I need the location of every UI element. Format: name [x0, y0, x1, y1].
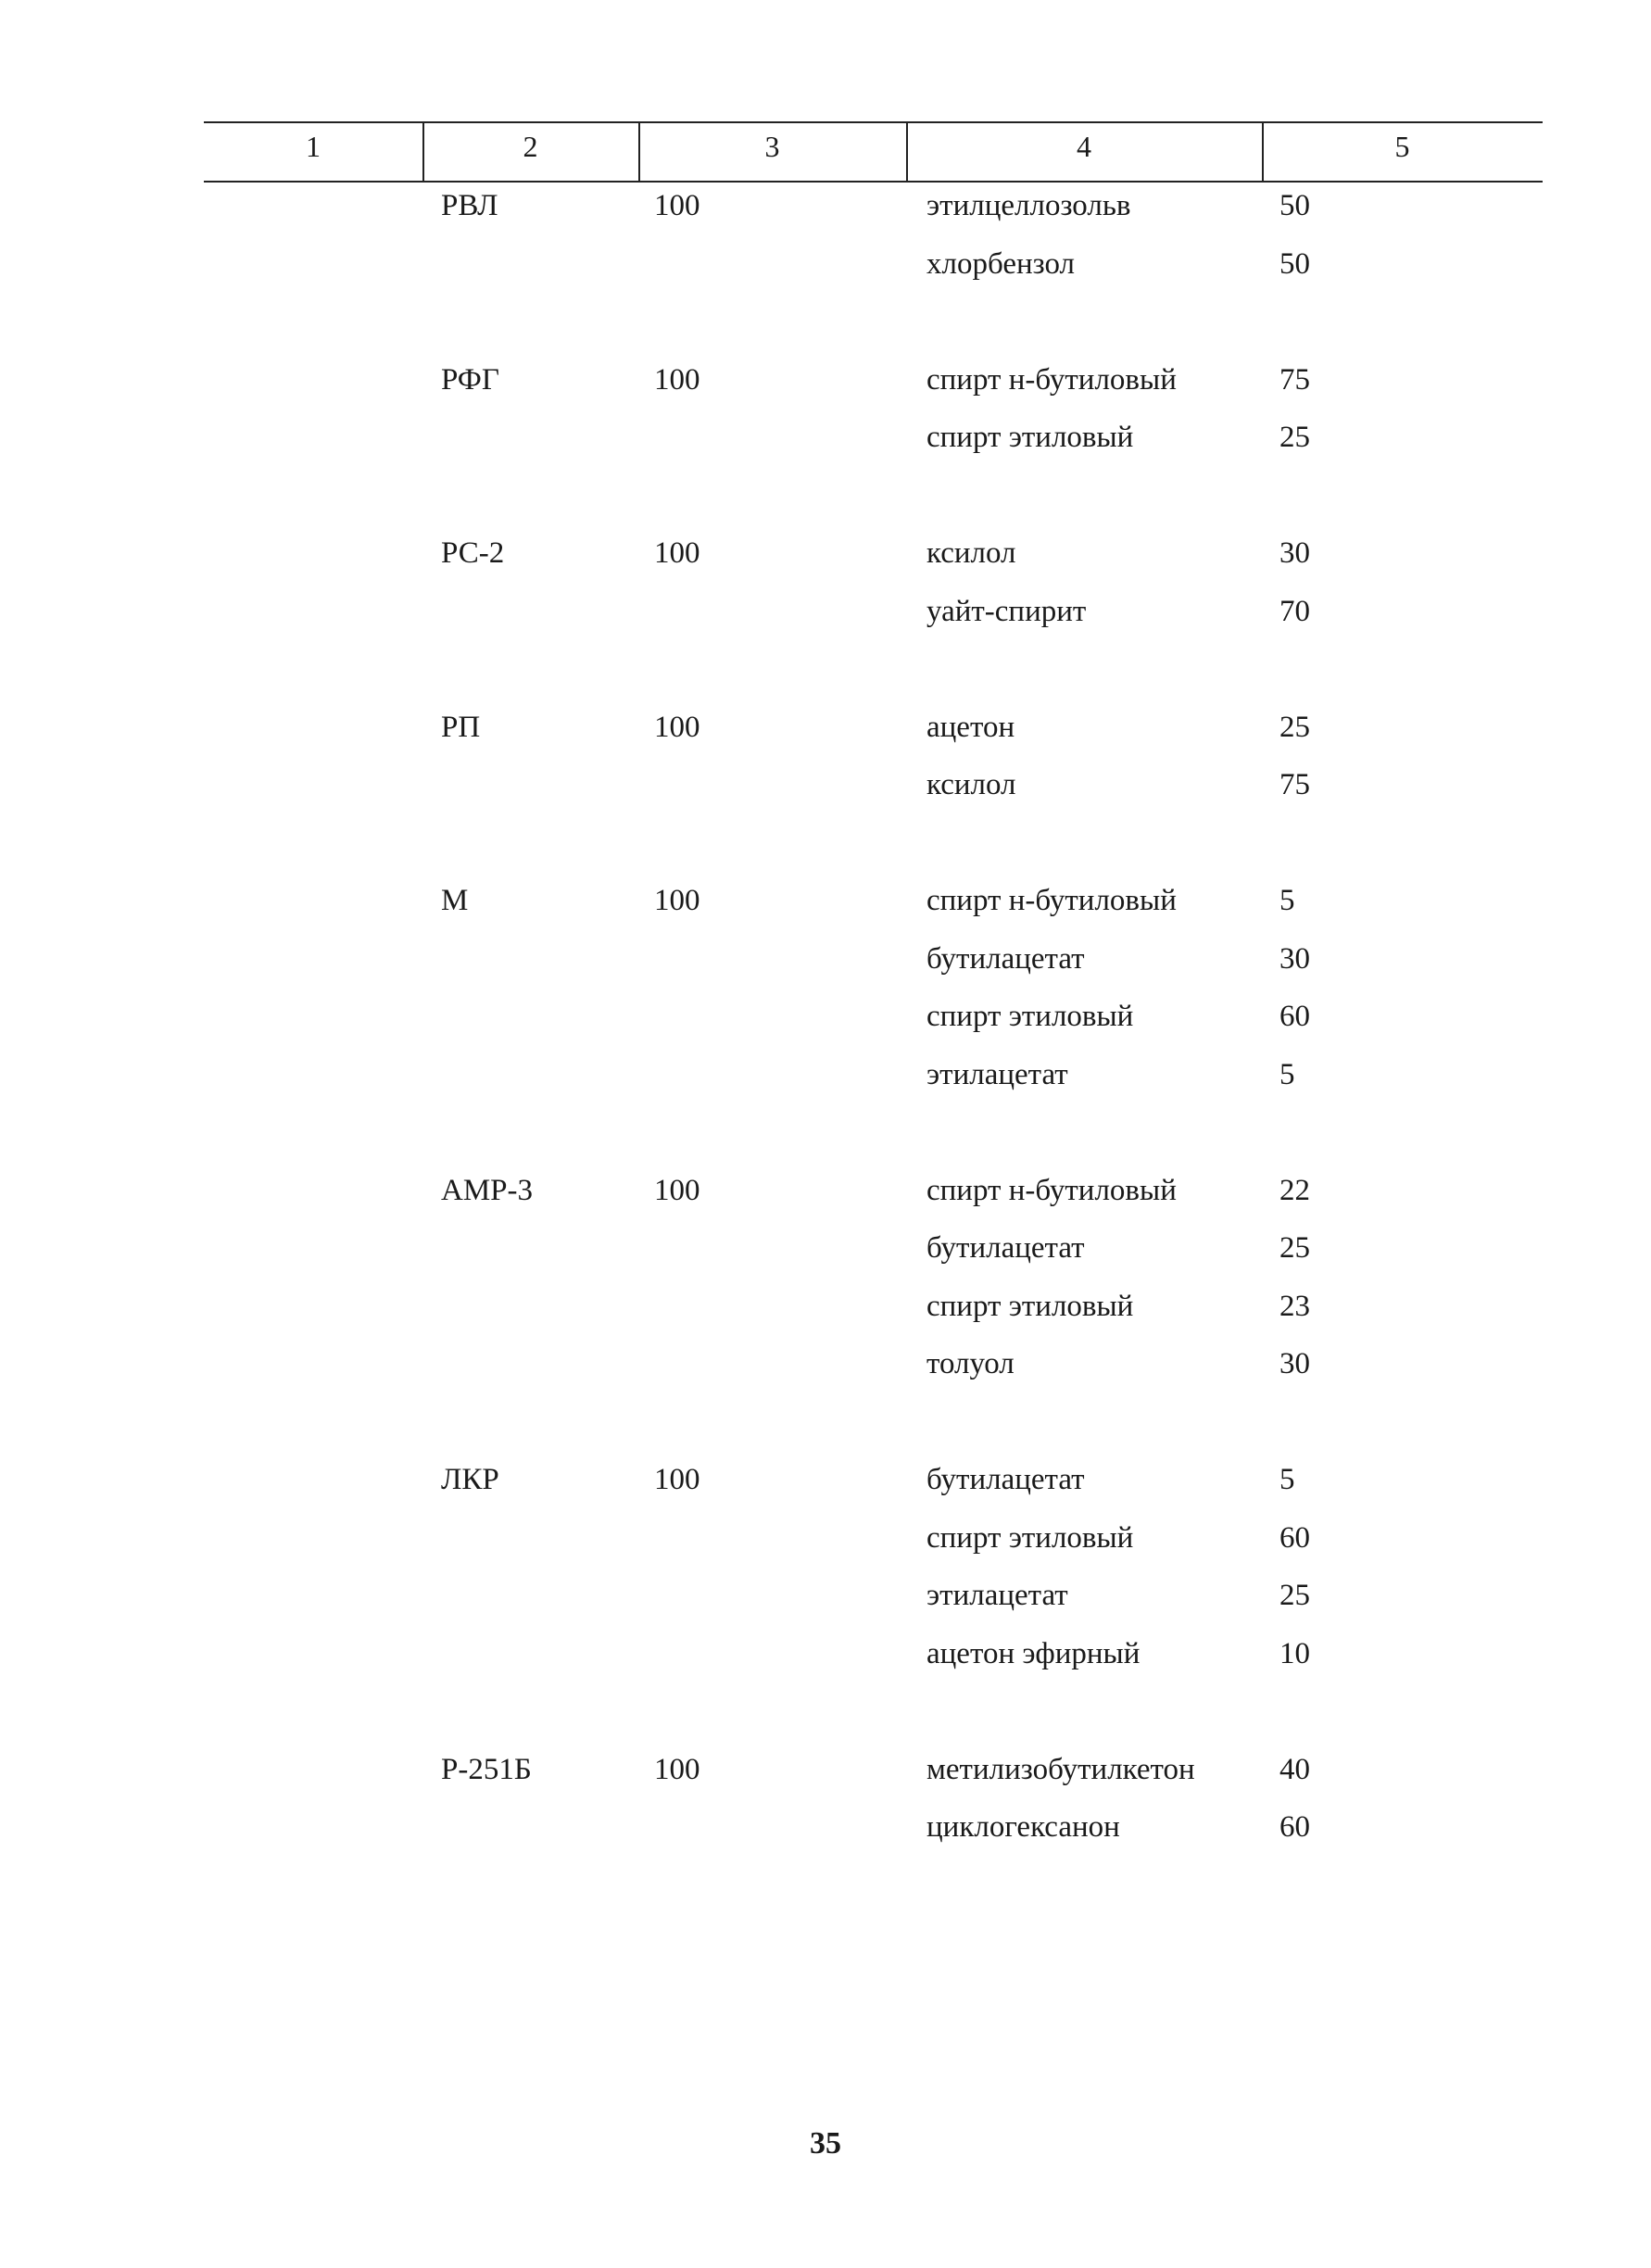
component-amount: 30 — [1279, 1347, 1310, 1380]
component-name: спирт этиловый — [926, 1000, 1134, 1033]
component-amount: 30 — [1279, 536, 1310, 570]
header-col-5: 5 — [1394, 130, 1410, 163]
component-amount: 5 — [1279, 1057, 1295, 1091]
component-amount: 25 — [1279, 710, 1310, 744]
component-amount: 30 — [1279, 941, 1310, 976]
component-amount: 70 — [1279, 594, 1310, 628]
grade-total-value: 100 — [654, 189, 700, 222]
component-name: спирт этиловый — [926, 1520, 1134, 1555]
component-amount: 50 — [1279, 246, 1310, 281]
table-row — [0, 1056, 1651, 1112]
component-amount: 75 — [1279, 768, 1310, 801]
table-row — [0, 535, 1651, 590]
component-amount: 25 — [1279, 1231, 1310, 1265]
component-name: уайт-спирит — [926, 594, 1087, 628]
table-row — [0, 766, 1651, 822]
component-amount: 25 — [1279, 421, 1310, 454]
component-amount: 25 — [1279, 1579, 1310, 1612]
table-row — [0, 419, 1651, 474]
component-name: спирт н-бутиловый — [926, 362, 1177, 397]
grade-total-value: 100 — [654, 884, 700, 917]
table-row — [0, 1229, 1651, 1285]
grade-total-value: 100 — [654, 1173, 700, 1207]
table-row — [0, 940, 1651, 996]
solvent-grade-name: РФГ — [441, 362, 499, 397]
component-amount: 5 — [1279, 884, 1295, 917]
table-row — [0, 593, 1651, 649]
header-col-4: 4 — [1077, 130, 1091, 163]
component-name: этилцеллозольв — [926, 189, 1131, 222]
component-name: спирт н-бутиловый — [926, 884, 1177, 917]
table-row — [0, 1345, 1651, 1401]
table-row — [0, 1751, 1651, 1807]
table-header — [204, 121, 1543, 183]
component-name: бутилацетат — [926, 1463, 1085, 1496]
component-name: спирт этиловый — [926, 1289, 1134, 1323]
solvent-grade-name: Р-251Б — [441, 1752, 532, 1786]
solvent-grade-name: АМР-3 — [441, 1173, 534, 1207]
solvent-grade-name: М — [441, 884, 469, 917]
grade-total-value: 100 — [654, 1463, 700, 1496]
header-col-2: 2 — [523, 130, 538, 163]
component-name: метилизобутилкетон — [926, 1752, 1195, 1786]
table-row — [0, 1461, 1651, 1517]
component-amount: 60 — [1279, 1520, 1310, 1555]
component-amount: 5 — [1279, 1463, 1295, 1496]
table-row — [0, 187, 1651, 243]
component-name: бутилацетат — [926, 1231, 1085, 1265]
component-name: бутилацетат — [926, 941, 1085, 976]
table-row — [0, 361, 1651, 417]
component-amount: 22 — [1279, 1173, 1310, 1207]
component-name: ацетон — [926, 710, 1015, 744]
solvent-grade-name: ЛКР — [441, 1463, 499, 1496]
table-row — [0, 1577, 1651, 1632]
component-name: хлорбензол — [926, 246, 1076, 281]
component-name: ксилол — [926, 536, 1016, 570]
header-col-3: 3 — [764, 130, 780, 163]
grade-total-value: 100 — [654, 710, 700, 744]
table-row — [0, 246, 1651, 301]
table-row — [0, 998, 1651, 1053]
component-name: этилацетат — [926, 1057, 1068, 1091]
table-row — [0, 1808, 1651, 1864]
grade-total-value: 100 — [654, 1752, 700, 1786]
header-col-1: 1 — [306, 130, 321, 163]
table-row — [0, 1635, 1651, 1691]
component-amount: 40 — [1279, 1752, 1310, 1786]
solvent-grade-name: РВЛ — [441, 189, 498, 222]
component-name: спирт этиловый — [926, 421, 1134, 454]
component-name: ксилол — [926, 768, 1016, 801]
table-row — [0, 1288, 1651, 1343]
page-number: 35 — [810, 2126, 841, 2161]
component-name: циклогексанон — [926, 1810, 1120, 1844]
grade-total-value: 100 — [654, 536, 700, 570]
component-name: ацетон эфирный — [926, 1636, 1141, 1670]
table-row — [0, 882, 1651, 938]
solvent-grade-name: РП — [441, 710, 481, 744]
grade-total-value: 100 — [654, 362, 700, 397]
component-name: этилацетат — [926, 1579, 1068, 1612]
component-amount: 60 — [1279, 1000, 1310, 1033]
component-amount: 10 — [1279, 1636, 1310, 1670]
component-amount: 75 — [1279, 362, 1310, 397]
solvent-grade-name: РС-2 — [441, 536, 505, 570]
table-row — [0, 709, 1651, 764]
table-row — [0, 1172, 1651, 1228]
component-amount: 60 — [1279, 1810, 1310, 1844]
component-name: спирт н-бутиловый — [926, 1173, 1177, 1207]
table-row — [0, 1519, 1651, 1575]
component-amount: 50 — [1279, 189, 1310, 222]
component-amount: 23 — [1279, 1289, 1310, 1323]
component-name: толуол — [926, 1347, 1015, 1380]
